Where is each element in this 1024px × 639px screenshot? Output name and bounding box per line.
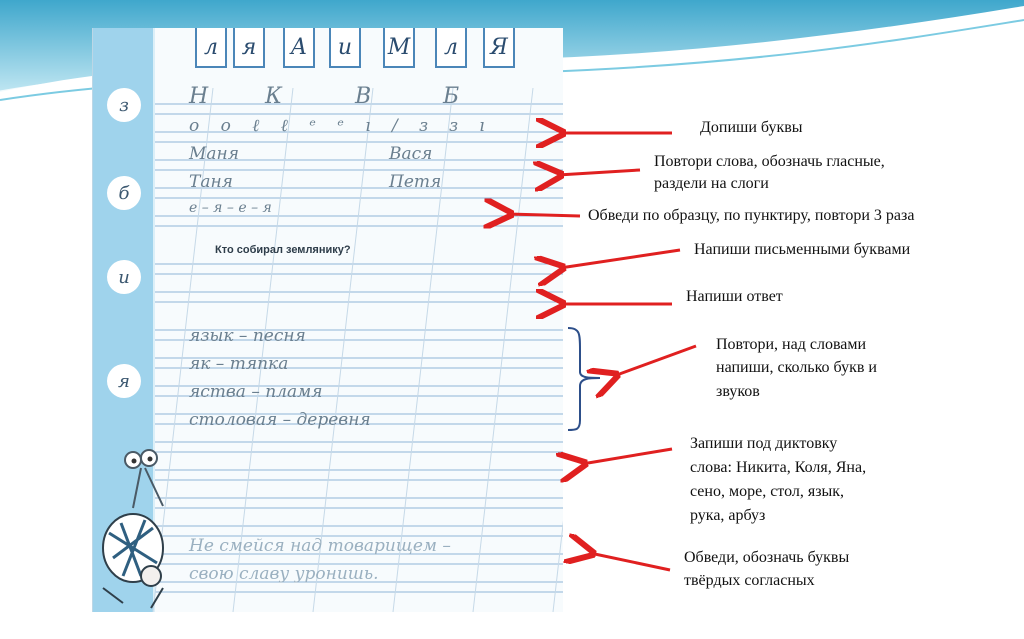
instruction-text: Запиши под диктовку bbox=[690, 435, 838, 452]
instruction-text: сено, море, стол, язык, bbox=[690, 483, 845, 500]
connector-row: о о ℓ ℓ ᵉ ᵉ ı / ɜ ɜ ı bbox=[189, 116, 493, 136]
instruction-text: напиши, сколько букв и bbox=[716, 359, 877, 376]
instruction-text: раздели на слоги bbox=[654, 175, 769, 192]
arrow bbox=[614, 346, 696, 376]
arrow bbox=[560, 250, 680, 268]
capital-letter: Б bbox=[443, 84, 460, 109]
header-letter: и bbox=[329, 28, 361, 68]
capital-letter: Н bbox=[189, 84, 209, 109]
instruction-text: Повтори, над словами bbox=[716, 336, 867, 353]
name-right: Вася bbox=[389, 144, 433, 164]
instruction-text: Напиши ответ bbox=[686, 288, 783, 305]
header-letter: л bbox=[195, 28, 227, 68]
trace-letters: е – я – е – я bbox=[189, 200, 272, 216]
instruction-text: Обведи по образцу, по пунктиру, повтори 3 раза bbox=[588, 207, 915, 224]
name-left: Маня bbox=[189, 144, 239, 164]
header-letter: М bbox=[383, 28, 415, 68]
side-letter-bubble: з bbox=[107, 88, 141, 122]
arrow bbox=[508, 214, 580, 216]
arrow bbox=[558, 170, 640, 175]
arrow bbox=[582, 449, 672, 464]
name-left: Таня bbox=[189, 172, 233, 192]
side-letter-bubble: б bbox=[107, 176, 141, 210]
side-letter-bubble: я bbox=[107, 364, 141, 398]
header-letter: А bbox=[283, 28, 315, 68]
word-pair: столовая – деревня bbox=[189, 410, 371, 430]
header-letter: л bbox=[435, 28, 467, 68]
instruction-text: твёрдых согласных bbox=[684, 572, 815, 589]
instruction-text: Допиши буквы bbox=[700, 119, 803, 136]
question-text: Кто собирал землянику? bbox=[215, 244, 351, 256]
instruction-text: звуков bbox=[716, 383, 760, 400]
instruction-text: Обведи, обозначь буквы bbox=[684, 549, 850, 566]
proverb-line: Не смейся над товарищем – bbox=[189, 536, 451, 556]
header-letter: я bbox=[233, 28, 265, 68]
proverb-line: свою славу уронишь. bbox=[189, 564, 379, 584]
instruction-text: рука, арбуз bbox=[690, 507, 766, 524]
instruction-text: Повтори слова, обозначь гласные, bbox=[654, 153, 885, 170]
capital-letter: В bbox=[355, 84, 372, 109]
instruction-text: Напиши письменными буквами bbox=[694, 241, 911, 258]
instruction-text: слова: Никита, Коля, Яна, bbox=[690, 459, 867, 476]
arrow bbox=[590, 553, 670, 570]
name-right: Петя bbox=[389, 172, 442, 192]
capital-letter: К bbox=[265, 84, 283, 109]
header-letter: Я bbox=[483, 28, 515, 68]
side-letter-bubble: и bbox=[107, 260, 141, 294]
word-pair: яства – пламя bbox=[189, 382, 323, 402]
word-pairs-bracket bbox=[568, 328, 600, 430]
word-pair: як – тяпка bbox=[189, 354, 289, 374]
word-pair: язык – песня bbox=[189, 326, 306, 346]
